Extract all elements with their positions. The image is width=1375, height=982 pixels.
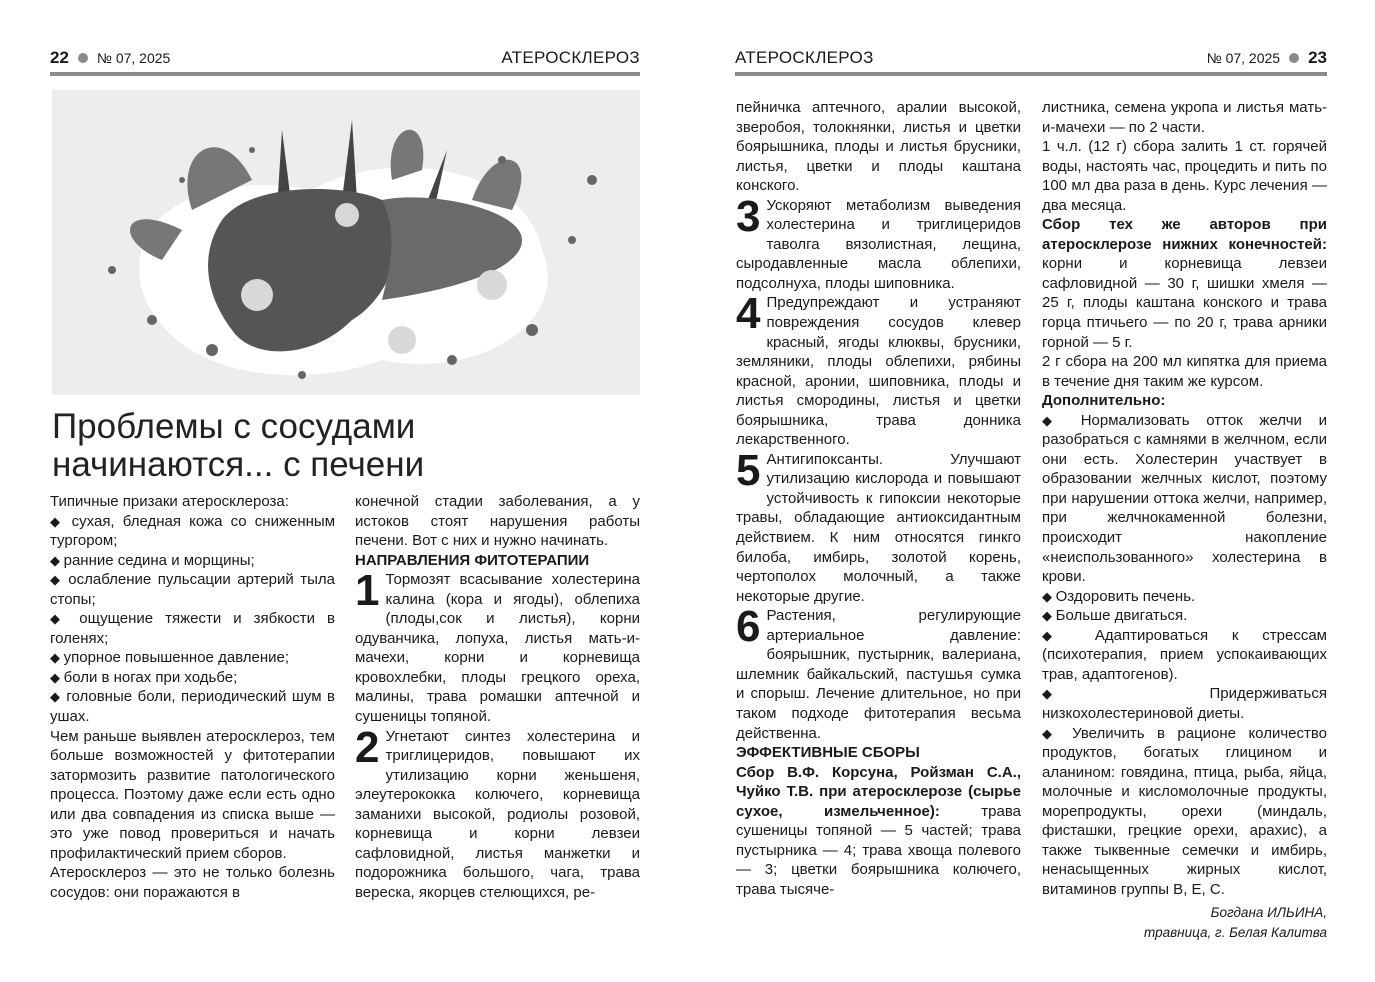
bullet-item: ◆ Придерживаться низкохолестериновой диеты. bbox=[1042, 684, 1327, 723]
bullet-item: ◆ упорное повышенное давление; bbox=[50, 648, 335, 668]
article-headline bbox=[52, 408, 424, 484]
section-heading: НАПРАВЛЕНИЯ ФИТОТЕРАПИИ bbox=[355, 551, 590, 569]
drop-numeral: 5 bbox=[736, 445, 761, 495]
paragraph: пейничка аптечного, аралии высокой, зверобоя, толокнянки, листья и цветки боярышника, плоды и листья брусники, листья, цветки и плоды каштана конского. bbox=[736, 99, 1021, 195]
bullet-dot-icon bbox=[78, 53, 88, 63]
bullet-item: ◆ головные боли, периодический шум в ушах. bbox=[50, 687, 335, 726]
bullet-item: ◆ Адаптироваться к стрессам (психотерапия, прием успокаивающих трав, адаптогенов). bbox=[1042, 626, 1327, 685]
page-number: 23 bbox=[1308, 48, 1327, 67]
numbered-item bbox=[736, 289, 1021, 449]
header-rule bbox=[50, 72, 640, 76]
headline-line: начинаются... с печени bbox=[52, 445, 425, 484]
paragraph: Чем раньше выявлен атеросклероз, тем больше возможностей у фитотерапии затормозить развитие патологического процесса. Поэтому даже если есть одно или два совпадения из списка выше — это уже повод провериться и начать профилактический прием сборов. bbox=[50, 727, 335, 862]
drop-numeral: 2 bbox=[355, 722, 380, 772]
bullet-item: ◆ Оздоровить печень. bbox=[1042, 587, 1327, 607]
bullet-item: ◆ ранние седина и морщины; bbox=[50, 551, 335, 571]
author-signature: травница, г. Белая Калитва bbox=[1143, 924, 1327, 940]
paragraph: листника, семена укропа и листья мать-и-мачехи — по 2 части. bbox=[1042, 99, 1327, 136]
subheading: Дополнительно: bbox=[1042, 392, 1166, 410]
bullet-item: ◆ ощущение тяжести и зябкости в голенях; bbox=[50, 609, 335, 648]
bullet-item: ◆ ослабление пульсации артерий тыла стопы; bbox=[50, 570, 335, 609]
paragraph: Типичные призаки атеросклероза: bbox=[50, 493, 289, 510]
headline-line: Проблемы с сосудами bbox=[52, 407, 416, 446]
recipe-text: корни и корневища левзеи сафловидной — 30 г, шишки хмеля — 25 г, плоды каштана конского и трава горца птичьего — по 20 г, трава арники горной — 5 г. bbox=[1042, 255, 1327, 351]
numbered-item bbox=[736, 602, 1021, 743]
item-text: Растения, регулирующие артериальное давление: боярышник, пустырник, валериана, шлемник байкальский, пастушья сумка и спорыш. Лечение длительное, но при таком подходе фитотерапия весьма действенна. bbox=[736, 607, 1021, 742]
paragraph: 2 г сбора на 200 мл кипятка для приема в течение дня таким же курсом. bbox=[1042, 353, 1327, 390]
recipe-paragraph bbox=[1042, 215, 1327, 352]
author-signature: Богдана ИЛЬИНА, bbox=[1210, 905, 1327, 921]
drop-numeral: 3 bbox=[736, 191, 761, 241]
left-page-column-1 bbox=[50, 492, 335, 902]
page-number: 22 bbox=[50, 48, 69, 67]
recipe-title: Сбор тех же авторов при атеросклерозе нижних конечностей: bbox=[1042, 216, 1327, 253]
right-page-column-2 bbox=[1042, 98, 1327, 943]
liver-illustration bbox=[52, 90, 640, 395]
numbered-item bbox=[355, 566, 640, 726]
drop-numeral: 6 bbox=[736, 602, 761, 652]
rubric-title: АТЕРОСКЛЕРОЗ bbox=[501, 48, 640, 67]
issue-number: № 07, 2025 bbox=[1206, 50, 1281, 66]
item-text: Тормозят всасывание холестерина калина (кора и ягоды), облепиха (плоды,сок и листья), корни одуванчика, лопуха, листья мать-и-мачехи, корни и корневища кровохлебки, плоды грецкого ореха, малины, трава ромашки аптечной и сушеницы топяной. bbox=[355, 571, 640, 726]
recipe-text: трава сушеницы топяной — 5 частей; трава пустырника — 4; трава хвоща полевого — 3; цветки боярышника колючего, трава тысяче- bbox=[736, 802, 1021, 898]
drop-numeral: 1 bbox=[355, 566, 380, 616]
recipe-title: Сбор В.Ф. Корсуна, Ройзман С.А., Чуйко Т.В. при атеросклерозе (сырье сухое, измельченное): bbox=[736, 763, 1021, 820]
bullet-item: ◆ Нормализовать отток желчи и разобраться с камнями в желчном, если они есть. Холестерин участвует в образовании желчных кислот, поэтому при нарушении оттока желчи, например, при желчнокаменной болезни, происходит накопление «неиспользованного» холестерина в крови. bbox=[1042, 411, 1327, 587]
right-page-header bbox=[735, 46, 1327, 70]
numbered-item bbox=[736, 191, 1021, 294]
rubric-title: АТЕРОСКЛЕРОЗ bbox=[735, 48, 874, 67]
paragraph: конечной стадии заболевания, а у истоков стоят нарушения работы печени. Вот с них и нужно начинать. bbox=[355, 493, 640, 550]
left-page-column-2 bbox=[355, 492, 640, 902]
header-rule bbox=[735, 72, 1327, 76]
item-text: Ускоряют метаболизм выведения холестерина и триглицеридов таволга вязолистная, лещина, сыродавленные масла облепихи, подсолнуха, плоды шиповника. bbox=[736, 196, 1021, 292]
bullet-item: ◆ Больше двигаться. bbox=[1042, 606, 1327, 626]
numbered-item bbox=[736, 445, 1021, 606]
bullet-item: ◆ Увеличить в рационе количество продуктов, богатых глицином и аланином: говядина, птица, рыба, яйца, молочные и кисломолочные продукты, морепродукты, орехи (миндаль, фисташки, грецкие орехи, арахис), а также тыквенные семечки и имбирь, ненасыщенных жирных кислот, витаминов группы В, Е, С. bbox=[1042, 724, 1327, 900]
numbered-item bbox=[355, 722, 640, 903]
bullet-item: ◆ боли в ногах при ходьбе; bbox=[50, 668, 335, 688]
left-page-header bbox=[50, 46, 640, 70]
paragraph: 1 ч.л. (12 г) сбора залить 1 ст. горячей воды, настоять час, процедить и пить по 100 мл два раза в день. Курс лечения — два месяца. bbox=[1042, 138, 1327, 214]
right-page-column-1 bbox=[736, 98, 1021, 899]
paragraph: Атеросклероз — это не только болезнь сосудов: они поражаются в bbox=[50, 864, 335, 901]
item-text: Антигипоксанты. Улучшают утилизацию кислорода и повышают устойчивость к гипоксии некоторые травы, обладающие антиоксидантным действием. К ним относятся гинкго билоба, имбирь, золотой корень, чертополох молочный, а также некоторые другие. bbox=[736, 450, 1021, 605]
bullet-dot-icon bbox=[1289, 53, 1299, 63]
section-heading: ЭФФЕКТИВНЫЕ СБОРЫ bbox=[736, 744, 920, 762]
bullet-item: ◆ сухая, бледная кожа со сниженным тургором; bbox=[50, 512, 335, 551]
recipe-paragraph bbox=[736, 763, 1021, 900]
item-text: Предупреждают и устраняют повреждения сосудов клевер красный, ягоды клюквы, брусники, земляники, плоды облепихи, рябины красной, аронии, шиповника, плоды и листья смородины, листья и цветки боярышника, трава донника лекарственного. bbox=[736, 294, 1021, 449]
item-text: Угнетают синтез холестерина и триглицеридов, повышают их утилизацию корни женьшеня, элеутерококка колючего, корневища заманихи высокой, родиолы розовой, корневища и корни левзеи сафловидной, листья манжетки и подорожника большого, чага, трава вереска, якорцев стелющихся, ре- bbox=[355, 727, 640, 901]
issue-number: № 07, 2025 bbox=[96, 50, 171, 66]
drop-numeral: 4 bbox=[736, 289, 761, 339]
